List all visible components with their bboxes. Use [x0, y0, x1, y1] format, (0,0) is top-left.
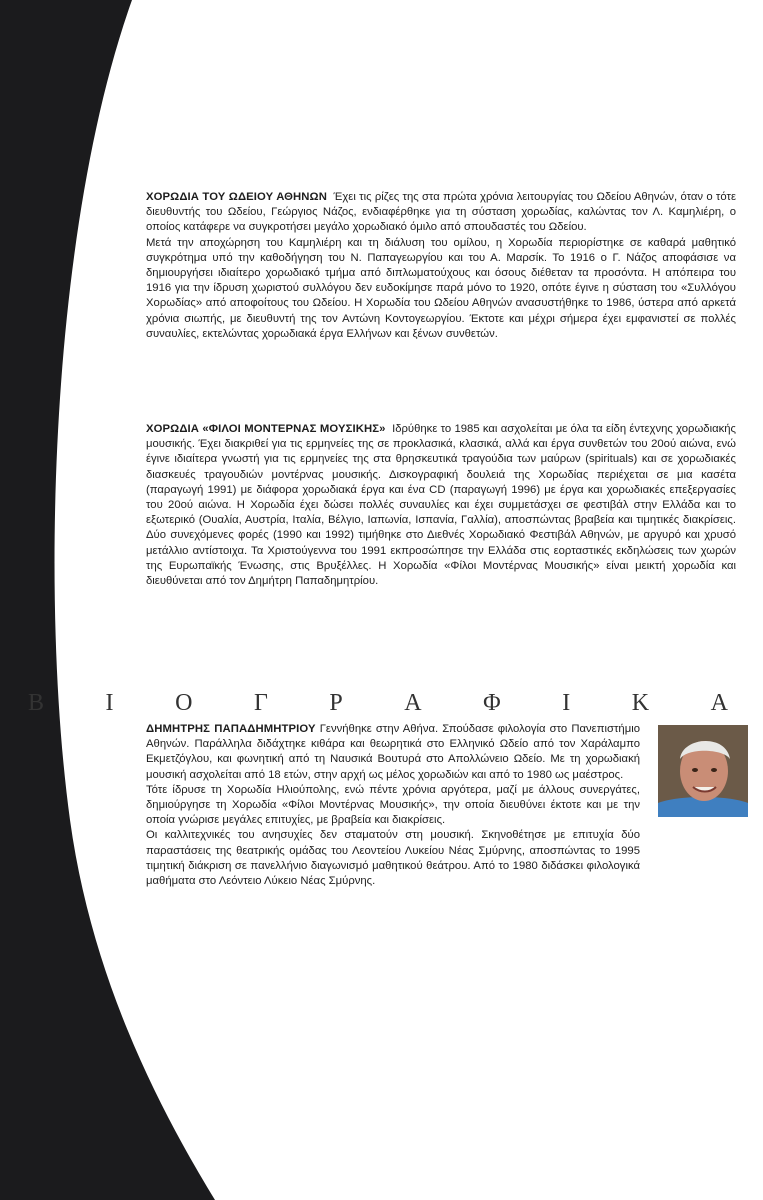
title-letter: Α: [710, 690, 728, 716]
bio-paragraph-2: Τότε ίδρυσε τη Χορωδία Ηλιούπολης, ενώ πέντε χρόνια αργότερα, μαζί με άλλους συνεργάτες, δημιούργησε τη Χορωδία «Φίλοι Μοντέρνας Μουσικής», την οποία διευθύνει έκτοτε και με την οποία γνώρισε μεγάλες επιτυχίες, με βραβεία και διακρίσεις.: [146, 783, 640, 827]
title-letter: Ο: [175, 690, 193, 716]
section-heading: ΧΟΡΩΔΙΑ «ΦΙΛΟΙ ΜΟΝΤΕΡΝΑΣ ΜΟΥΣΙΚΗΣ»: [146, 423, 386, 435]
title-letter: Κ: [631, 690, 650, 716]
section-heading: ΔΗΜΗΤΡΗΣ ΠΑΠΑΔΗΜΗΤΡΙΟΥ: [146, 723, 316, 735]
title-letter: Ρ: [329, 690, 343, 716]
title-letter: Β: [28, 690, 45, 716]
bio-intro: Γεννήθηκε στην Αθήνα. Σπούδασε φιλολογία στο Πανεπιστήμιο Αθηνών. Παράλληλα διδάχτηκε κιθάρα και θεωρητικά στο Ελληνικό Ωδείο από τον Χαράλαμπο Εκμετζόγλου, και φωνητική από τη Ναυσικά Βουτυρά στο Απολλώνειο Ωδείο. Με τη χορωδιακή μουσική ασχολείται από 18 ετών, στην αρχή ως μέλος χορωδιών και από το 1980 ως μαέστρος.: [146, 723, 641, 781]
friends-modern-music-choir-section: [146, 422, 736, 589]
choir-athens-conservatory-section: [146, 190, 736, 342]
papadimitriou-bio-section: [146, 722, 640, 889]
title-letter: Ι: [562, 690, 571, 716]
section-heading: ΧΟΡΩΔΙΑ ΤΟΥ ΩΔΕΙΟΥ ΑΘΗΝΩΝ: [146, 191, 327, 203]
portrait-photo: [658, 725, 748, 817]
section-intro: Έχει τις ρίζες της στα πρώτα χρόνια λειτουργίας του Ωδείου Αθηνών, όταν ο τότε διευθυντής του Ωδείου, Γεώργιος Νάζος, ενδιαφέρθηκε για τη σύσταση χορωδίας, καλώντας τον Λ. Καμηλιέρη, ο οποίος κατάφερε να συγκροτήσει μεγάλο χορωδιακό όμιλο από σπουδαστές του Ωδείου.: [146, 191, 736, 234]
biographies-title: [28, 690, 728, 717]
bio-paragraph-3: Οι καλλιτεχνικές του ανησυχίες δεν σταματούν στη μουσική. Σκηνοθέτησε με επιτυχία δύο παραστάσεις της θεατρικής ομάδας του Λεοντείου Λυκείου Νέας Σμύρνης, αποσπώντας το 1995 τιμητική διάκριση σε πανελλήνιο διαγωνισμό μαθητικού θεάτρου. Από το 1980 διδάσκει φιλολογικά μαθήματα στο Λεόντειο Λύκειο Νέας Σμύρνης.: [146, 829, 640, 888]
title-letter: Γ: [253, 690, 268, 716]
title-letter: Ι: [105, 690, 114, 716]
title-letter: Α: [404, 690, 422, 716]
section-body: Ιδρύθηκε το 1985 και ασχολείται με όλα τα είδη έντεχνης χορωδιακής μουσικής. Έχει διακριθεί για τις ερμηνείες της σε προκλασικά, κλασικά, αλλά και έργα συνθετών του 20ού αιώνα, ενώ έγινε ιδιαίτερα γνωστή για τις ερμηνείες της στα θρησκευτικά τραγούδια των μαύρων (spirituals) και σε χορωδιακές διασκευές τραγουδιών μοντέρνας μουσικής. Δισκογραφική δουλειά της Χορωδίας περιέχεται σε μια κασέτα (παραγωγή 1991) με διάφορα χορωδιακά έργα και ένα CD (παραγωγή 1996) με έργα και χορωδιακές επεξεργασίες του 20ού αιώνα. Η Χορωδία έχει δώσει πολλές συναυλίες και έχει συμμετάσχει σε φεστιβάλ στην Ελλάδα και το εξωτερικό (Ουαλία, Αυστρία, Ιταλία, Βέλγιο, Ιαπωνία, Ισπανία, Γαλλία), αποσπώντας βραβεία και τιμητικές διακρίσεις. Δύο συνεχόμενες φορές (1990 και 1992) τιμήθηκε στο Διεθνές Χορωδιακό Φεστιβάλ Αθηνών, με αργυρό και χρυσό μετάλλιο αντίστοιχα. Τα Χριστούγεννα του 1991 εκπροσώπησε την Ελλάδα στις εορταστικές εκδηλώσεις των χωρών της Ευρωπαϊκής Ένωσης, στις Βρυξέλλες. Η Χορωδία «Φίλοι Μοντέρνας Μουσικής» είναι μεικτή χορωδία και διευθύνεται από τον Δημήτρη Παπαδημητρίου.: [146, 423, 736, 588]
section-body: Μετά την αποχώρηση του Καμηλιέρη και τη διάλυση του ομίλου, η Χορωδία περιορίστηκε σε καθαρά μαθητικό συγκρότημα υπό την καθοδήγηση του Ν. Παπαγεωργίου και του Α. Μαρσίκ. Το 1916 ο Γ. Νάζος αποφάσισε να δημιουργήσει ιδιαίτερο χορωδιακό τμήμα από διπλωματούχους και όσους διέθεταν τα προσόντα. Η απόπειρα του 1916 για την ίδρυση χωριστού συλλόγου δεν ευδοκίμησε παρά μόνο το 1920, οπότε έγινε η σύσταση του «Συλλόγου Χορωδίας» από αποφοίτους του Ωδείου. Η Χορωδία του Ωδείου Αθηνών ανασυστήθηκε το 1986, ύστερα από αρκετά χρόνια σιωπής, με διευθυντή της τον Αντώνη Κοντογεωργίου. Έκτοτε και μέχρι σήμερα έχει εμφανιστεί σε πολλές συναυλίες, εκτελώντας χορωδιακά έργα Ελλήνων και ξένων συνθετών.: [146, 236, 736, 340]
title-letter: Φ: [483, 690, 501, 716]
